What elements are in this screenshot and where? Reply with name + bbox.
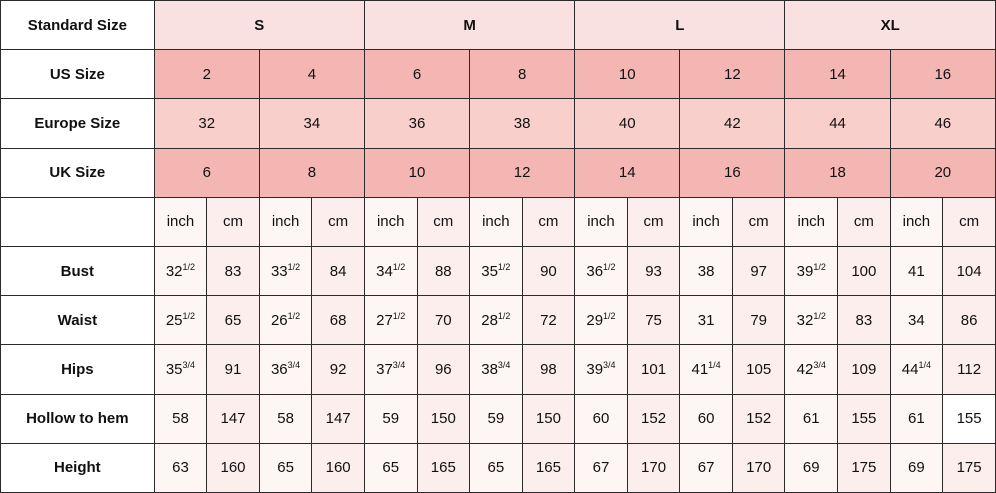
hips-inch-cell bbox=[575, 345, 628, 394]
size-group-s: S bbox=[154, 1, 364, 50]
height-cm-cell: 160 bbox=[207, 443, 260, 492]
size-group-l: L bbox=[575, 1, 785, 50]
height-cm-cell: 170 bbox=[627, 443, 680, 492]
fraction: 3/4 bbox=[287, 359, 301, 370]
uk-size-cell: 14 bbox=[575, 148, 680, 197]
bust-cm-cell: 93 bbox=[627, 246, 680, 295]
waist-inch-cell bbox=[470, 296, 523, 345]
value: 41 bbox=[908, 262, 925, 280]
height-inch-cell: 67 bbox=[680, 443, 733, 492]
europe-size-cell: 44 bbox=[785, 99, 890, 148]
hollow-cm-cell: 155 bbox=[943, 394, 996, 443]
height-inch-cell: 65 bbox=[364, 443, 417, 492]
unit-cell: cm bbox=[732, 197, 785, 246]
fraction: 1/4 bbox=[918, 359, 931, 370]
value: 32 bbox=[796, 311, 814, 329]
bust-cm-cell: 83 bbox=[207, 246, 260, 295]
table-row-us-size bbox=[1, 50, 996, 99]
fraction: 1/2 bbox=[813, 261, 826, 272]
fraction: 1/2 bbox=[603, 261, 616, 272]
unit-cell: cm bbox=[312, 197, 365, 246]
hips-inch-cell bbox=[154, 345, 207, 394]
unit-cell: inch bbox=[364, 197, 417, 246]
height-inch-cell: 63 bbox=[154, 443, 207, 492]
europe-size-cell: 32 bbox=[154, 99, 259, 148]
unit-cell: cm bbox=[522, 197, 575, 246]
height-cm-cell: 160 bbox=[312, 443, 365, 492]
table-row-height bbox=[1, 443, 996, 492]
unit-cell: inch bbox=[890, 197, 943, 246]
table-row-hollow-to-hem bbox=[1, 394, 996, 443]
uk-size-cell: 8 bbox=[259, 148, 364, 197]
waist-cm-cell: 65 bbox=[207, 296, 260, 345]
europe-size-cell: 38 bbox=[470, 99, 575, 148]
height-inch-cell: 65 bbox=[259, 443, 312, 492]
unit-cell: cm bbox=[207, 197, 260, 246]
row-label-standard-size: Standard Size bbox=[1, 1, 155, 50]
fraction: 3/4 bbox=[813, 359, 826, 370]
bust-cm-cell: 104 bbox=[943, 246, 996, 295]
table-row-units bbox=[1, 197, 996, 246]
height-cm-cell: 175 bbox=[838, 443, 891, 492]
bust-inch-cell bbox=[259, 246, 312, 295]
bust-inch-cell bbox=[154, 246, 207, 295]
fraction: 1/2 bbox=[603, 310, 616, 321]
hollow-cm-cell: 150 bbox=[522, 394, 575, 443]
bust-inch-cell bbox=[364, 246, 417, 295]
height-cm-cell: 165 bbox=[417, 443, 470, 492]
hollow-cm-cell: 147 bbox=[312, 394, 365, 443]
value: 37 bbox=[376, 360, 393, 378]
fraction: 3/4 bbox=[497, 359, 511, 370]
uk-size-cell: 10 bbox=[364, 148, 469, 197]
height-inch-cell: 69 bbox=[890, 443, 943, 492]
hips-inch-cell bbox=[470, 345, 523, 394]
unit-cell: inch bbox=[785, 197, 838, 246]
hollow-cm-cell: 150 bbox=[417, 394, 470, 443]
value: 27 bbox=[376, 311, 393, 329]
row-label-waist: Waist bbox=[1, 296, 155, 345]
fraction: 1/2 bbox=[287, 310, 301, 321]
bust-inch-cell bbox=[470, 246, 523, 295]
waist-inch-cell bbox=[575, 296, 628, 345]
hollow-inch-cell: 60 bbox=[575, 394, 628, 443]
europe-size-cell: 34 bbox=[259, 99, 364, 148]
fraction: 1/2 bbox=[182, 310, 196, 321]
hollow-inch-cell: 59 bbox=[470, 394, 523, 443]
uk-size-cell: 16 bbox=[680, 148, 785, 197]
waist-cm-cell: 68 bbox=[312, 296, 365, 345]
hips-inch-cell bbox=[364, 345, 417, 394]
bust-inch-cell bbox=[680, 246, 733, 295]
uk-size-cell: 20 bbox=[890, 148, 995, 197]
table-row-waist bbox=[1, 296, 996, 345]
value: 26 bbox=[270, 311, 288, 329]
waist-inch-cell bbox=[259, 296, 312, 345]
value: 29 bbox=[586, 311, 604, 329]
bust-cm-cell: 100 bbox=[838, 246, 891, 295]
unit-cell: inch bbox=[680, 197, 733, 246]
hollow-cm-cell: 152 bbox=[627, 394, 680, 443]
hollow-inch-cell: 58 bbox=[154, 394, 207, 443]
hollow-inch-cell: 60 bbox=[680, 394, 733, 443]
bust-inch-cell bbox=[785, 246, 838, 295]
bust-cm-cell: 84 bbox=[312, 246, 365, 295]
hollow-cm-cell: 147 bbox=[207, 394, 260, 443]
value: 39 bbox=[586, 360, 604, 378]
fraction: 1/2 bbox=[392, 261, 406, 272]
value: 25 bbox=[165, 311, 183, 329]
waist-inch-cell bbox=[890, 296, 943, 345]
fraction: 3/4 bbox=[603, 359, 616, 370]
us-size-cell: 16 bbox=[890, 50, 995, 99]
value: 31 bbox=[697, 311, 715, 329]
table-row-uk-size bbox=[1, 148, 996, 197]
value: 34 bbox=[908, 311, 925, 329]
height-cm-cell: 175 bbox=[943, 443, 996, 492]
us-size-cell: 14 bbox=[785, 50, 890, 99]
row-label-hips: Hips bbox=[1, 345, 155, 394]
hips-cm-cell: 92 bbox=[312, 345, 365, 394]
hips-cm-cell: 101 bbox=[627, 345, 680, 394]
fraction: 1/2 bbox=[182, 261, 196, 272]
us-size-cell: 4 bbox=[259, 50, 364, 99]
value: 28 bbox=[481, 311, 498, 329]
value: 35 bbox=[481, 262, 498, 280]
hips-cm-cell: 105 bbox=[732, 345, 785, 394]
height-inch-cell: 65 bbox=[470, 443, 523, 492]
us-size-cell: 6 bbox=[364, 50, 469, 99]
row-label-hollow-to-hem: Hollow to hem bbox=[1, 394, 155, 443]
table-row-europe-size bbox=[1, 99, 996, 148]
size-group-xl: XL bbox=[785, 1, 996, 50]
value: 44 bbox=[901, 360, 919, 378]
value: 36 bbox=[586, 262, 604, 280]
value: 34 bbox=[376, 262, 393, 280]
waist-cm-cell: 86 bbox=[943, 296, 996, 345]
bust-inch-cell bbox=[890, 246, 943, 295]
waist-inch-cell bbox=[680, 296, 733, 345]
europe-size-cell: 36 bbox=[364, 99, 469, 148]
hollow-cm-cell: 155 bbox=[838, 394, 891, 443]
hollow-inch-cell: 59 bbox=[364, 394, 417, 443]
row-label-units bbox=[1, 197, 155, 246]
table-row-standard-size bbox=[1, 1, 996, 50]
row-label-us-size: US Size bbox=[1, 50, 155, 99]
value: 32 bbox=[165, 262, 183, 280]
europe-size-cell: 42 bbox=[680, 99, 785, 148]
value: 35 bbox=[165, 360, 183, 378]
value: 39 bbox=[796, 262, 814, 280]
fraction: 3/4 bbox=[392, 359, 406, 370]
uk-size-cell: 18 bbox=[785, 148, 890, 197]
uk-size-cell: 12 bbox=[470, 148, 575, 197]
height-inch-cell: 69 bbox=[785, 443, 838, 492]
value: 33 bbox=[270, 262, 288, 280]
table-row-hips bbox=[1, 345, 996, 394]
row-label-uk-size: UK Size bbox=[1, 148, 155, 197]
bust-cm-cell: 88 bbox=[417, 246, 470, 295]
hollow-inch-cell: 58 bbox=[259, 394, 312, 443]
bust-cm-cell: 97 bbox=[732, 246, 785, 295]
hips-cm-cell: 112 bbox=[943, 345, 996, 394]
bust-inch-cell bbox=[575, 246, 628, 295]
fraction: 1/2 bbox=[497, 310, 511, 321]
hips-cm-cell: 98 bbox=[522, 345, 575, 394]
waist-cm-cell: 70 bbox=[417, 296, 470, 345]
hollow-inch-cell: 61 bbox=[785, 394, 838, 443]
waist-cm-cell: 79 bbox=[732, 296, 785, 345]
fraction: 1/2 bbox=[392, 310, 406, 321]
waist-inch-cell bbox=[785, 296, 838, 345]
waist-cm-cell: 75 bbox=[627, 296, 680, 345]
hips-cm-cell: 96 bbox=[417, 345, 470, 394]
fraction: 1/4 bbox=[708, 359, 721, 370]
height-cm-cell: 165 bbox=[522, 443, 575, 492]
unit-cell: inch bbox=[470, 197, 523, 246]
fraction: 1/2 bbox=[287, 261, 301, 272]
row-label-bust: Bust bbox=[1, 246, 155, 295]
value: 38 bbox=[481, 360, 498, 378]
waist-cm-cell: 72 bbox=[522, 296, 575, 345]
unit-cell: cm bbox=[838, 197, 891, 246]
europe-size-cell: 40 bbox=[575, 99, 680, 148]
us-size-cell: 12 bbox=[680, 50, 785, 99]
table-row-bust bbox=[1, 246, 996, 295]
height-inch-cell: 67 bbox=[575, 443, 628, 492]
fraction: 1/2 bbox=[813, 310, 826, 321]
bust-cm-cell: 90 bbox=[522, 246, 575, 295]
value: 41 bbox=[691, 360, 709, 378]
value: 38 bbox=[697, 262, 715, 280]
size-group-m: M bbox=[364, 1, 574, 50]
height-cm-cell: 170 bbox=[732, 443, 785, 492]
us-size-cell: 10 bbox=[575, 50, 680, 99]
hips-inch-cell bbox=[890, 345, 943, 394]
us-size-cell: 8 bbox=[470, 50, 575, 99]
uk-size-cell: 6 bbox=[154, 148, 259, 197]
value: 42 bbox=[796, 360, 814, 378]
unit-cell: cm bbox=[417, 197, 470, 246]
hips-cm-cell: 91 bbox=[207, 345, 260, 394]
hips-inch-cell bbox=[259, 345, 312, 394]
row-label-height: Height bbox=[1, 443, 155, 492]
hollow-inch-cell: 61 bbox=[890, 394, 943, 443]
hips-inch-cell bbox=[785, 345, 838, 394]
hips-inch-cell bbox=[680, 345, 733, 394]
unit-cell: inch bbox=[259, 197, 312, 246]
europe-size-cell: 46 bbox=[890, 99, 995, 148]
unit-cell: cm bbox=[627, 197, 680, 246]
waist-cm-cell: 83 bbox=[838, 296, 891, 345]
fraction: 1/2 bbox=[497, 261, 511, 272]
hips-cm-cell: 109 bbox=[838, 345, 891, 394]
us-size-cell: 2 bbox=[154, 50, 259, 99]
unit-cell: inch bbox=[575, 197, 628, 246]
value: 36 bbox=[270, 360, 288, 378]
row-label-europe-size: Europe Size bbox=[1, 99, 155, 148]
hollow-cm-cell: 152 bbox=[732, 394, 785, 443]
unit-cell: inch bbox=[154, 197, 207, 246]
unit-cell: cm bbox=[943, 197, 996, 246]
waist-inch-cell bbox=[154, 296, 207, 345]
fraction: 3/4 bbox=[182, 359, 196, 370]
waist-inch-cell bbox=[364, 296, 417, 345]
